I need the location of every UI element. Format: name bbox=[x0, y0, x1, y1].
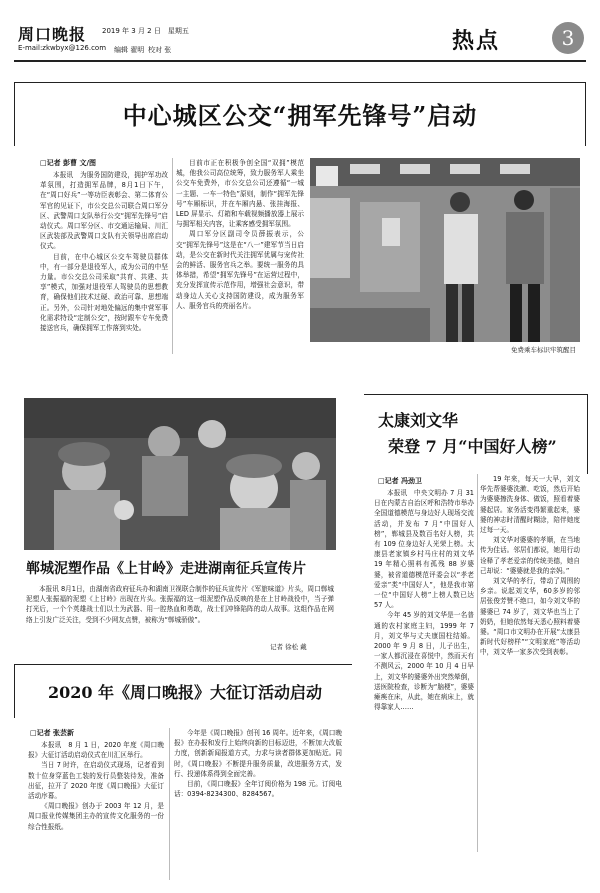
paragraph: 目前，在中心城区公交车驾驶员群体中，有一部分是退役军人，成为公司的中坚力量。市公交总公司采取“共育、共建、共享”模式，加强对退役军人驾驶员的思想教育，确保他们技术过硬、政治可靠、思想端正。另外，公司针对地处偏远的集中营军事化需求特设“定制公交”，按时跟车专车免费接送官兵，确保拥军工作落到实处。 bbox=[40, 252, 168, 333]
article4-byline: □记者 张芸新 bbox=[30, 729, 75, 737]
editor-credit: 编辑 翟明 bbox=[114, 46, 145, 54]
column-divider bbox=[169, 728, 170, 880]
paragraph: 目前，《周口晚报》全年订阅价格为 198 元。订阅电话：0394-8234300、8284567。 bbox=[174, 780, 342, 799]
paragraph: 本报讯 8月1日，由湖南省政府征兵办和湖南卫视联合制作的征兵宣传片《军旅味道》片头，周口郸城泥塑人张振福的泥塑《上甘岭》出现在片头。张振福的这一组泥塑作品反映的是在上甘岭战役中，当子弹打光后，一个个英雄战士们以土为武器、用一腔热血和勇敢，战士们冲锋陷阵的动人故事。这组作品在网络上引发广泛关注，受到不少网友点赞，被称为“郸城骄傲”。 bbox=[26, 585, 334, 624]
bus-interior-photo bbox=[310, 158, 580, 342]
column-divider bbox=[477, 474, 478, 852]
article2-body bbox=[26, 584, 334, 648]
email-address: E-mail:zkwbyx@126.com bbox=[18, 44, 107, 52]
article4-headline: 2020 年《周口晚报》大征订活动启动 bbox=[47, 683, 323, 702]
article3-column-2 bbox=[480, 474, 580, 852]
paragraph: 今年是《周口晚报》创刊 16 周年。近年来，《周口晚报》在办报和发行上始终向新的目标迈进，不断加大改版力度，创新新闻报道方式，力求与读者群体更加贴近。同时，《周口晚报》不断提升服务质量，改进服务方式，发行、投递体系得到全面完善。 bbox=[174, 729, 342, 778]
newspaper-logo: 周口晚报 bbox=[18, 25, 87, 44]
proofreader-credit: 校对 张 bbox=[148, 46, 172, 54]
paragraph: 本报讯 为服务国防建设，拥护军功改革氛围，打造拥军品牌，8月1日下午，在“周口好兵”一等功臣表彰会、第二体育公军官的见证下，市公交总公司联合周口军分区、武警周口支队举行公交“拥军先锋号”启动仪式。周口军分区、市交通运输局、川汇区武装部及武警周口支队有关领导出席启动仪式。 bbox=[40, 171, 168, 251]
article2-headline: 郸城泥塑作品《上甘岭》走进湖南征兵宣传片 bbox=[26, 561, 306, 577]
article1-byline: □记者 彭曹 文/图 bbox=[40, 159, 97, 167]
article3-headline-line2: 荣登 7 月“中国好人榜” bbox=[388, 437, 557, 456]
paragraph: 本报讯 8 月 1 日，2020 年度《周口晚报》大征订活动启动仪式在川汇区举行。 bbox=[28, 741, 164, 760]
article4-column-1 bbox=[28, 740, 164, 880]
paragraph: 刘文华的孝行，带动了周围的乡亲。说起刘文华，60多岁的邻居张俊芳赞不绝口，如今刘文华的婆婆已 74 岁了，刘文华也当上了奶奶，但她依然每天悉心照料着婆婆。“周口市文明办在开展“太康县新时代好榜样”“文明家庭”等活动中，刘文华一家多次受到表彰。 bbox=[480, 577, 580, 657]
header-rule bbox=[14, 60, 586, 62]
paragraph: 周口军分区副司令员薛振表示，公交“拥军先锋号”这是在“八一”建军节当日启动，是公交在新时代关注拥军优属与宠传社会的鲜活、服务官兵之举。要统一服务的具体举措，希望“拥军先锋号”在运营过程中，充分发挥宣传示范作用，增强社会意识，带动身边人关心支持国防建设，成为服务军人、服务官兵的亮丽名片。 bbox=[176, 230, 304, 310]
masthead bbox=[0, 0, 600, 64]
article1-column-1 bbox=[40, 170, 168, 352]
article3-byline: □记者 冯劲卫 bbox=[378, 477, 423, 485]
paragraph: 刘文华对婆婆的孝顺，在当地传为佳话。邻居们都说，她用行动诠释了孝老爱亲的传统美德，她自己却说：“婆婆就是我的亲妈。” bbox=[480, 536, 580, 575]
article1-headline: 中心城区公交“拥军先锋号”启动 bbox=[122, 101, 478, 130]
paragraph: 当日 7 时许，在启动仪式现场，记者看到数十位身穿蓝色工装的发行员整装待发，准备出征，拉开了 2020 年度《周口晚报》大征订活动序幕。 bbox=[28, 761, 164, 801]
article2-author: 记者 徐松 戴 bbox=[270, 643, 307, 651]
paragraph: 19 年来，每天一大早，刘文华先帮婆婆洗漱、吃饭，然后开始为婆婆擦洗身体、做饭，照看着婆婆起居。家务活变得繁重起来，婆婆的神志时清醒时糊涂，陪伴她度过每一天。 bbox=[480, 475, 580, 535]
article4-column-2 bbox=[174, 728, 342, 880]
paragraph: 今年 45 岁的刘文华是一名普通的农村家庭主妇，1999 年 7 月，刘文华与丈夫康国柱结婚。2000 年 9 月 8 日，儿子出生，一家人都沉浸在喜悦中，然而天有不测风云，2000 年 10 月 4 日早上，刘文华的婆婆外出突然晕倒，送医院检查，诊断为“脑梗”，婆婆瘫痪在床，从此，她在病床上，就得靠家人…… bbox=[374, 611, 474, 712]
paragraph: 《周口晚报》创办于 2003 年 12 月，是周口报业传媒集团主办的宣传文化服务的一份综合性报纸。 bbox=[28, 802, 164, 831]
page-number-badge: 3 bbox=[552, 22, 584, 54]
issue-date: 2019 年 3 月 2 日 星期五 bbox=[102, 27, 189, 35]
bus-photo-caption: 免费乘车标识牢筑醒目 bbox=[511, 346, 576, 354]
paragraph: 目前市正在积极争创全国“双拥”模范城，他我公司高位统筹，致力服务军人乘坐公交车免费外，市公交总公司还遵循“一城一主题、一车一特色”原则，制作“拥军先锋号”车厢标识，并在车厢内悬、张挂海报、LED 屏显示、灯箱和车载视频播放器上展示与拥军相关内容，让乘客感受拥军氛围。 bbox=[176, 159, 304, 229]
paragraph: 本报讯 中央文明办 7 月 31 日在内蒙古自治区呼和浩特市举办全国道德模范与身边好人现场交流活动，并发布 7 月“中国好人榜”，郸城县及数百名好人榜，共有 109 位身边好人光荣上榜。太康县老家镇乡村马庄村的刘文华 19 年精心照料有孤残 88 岁婆婆，被省道德模范评委会以“孝老爱亲”类“中国好人”，他是我市第一位“中国好人榜”上榜人数已达 57 人。 bbox=[374, 489, 474, 610]
section-title: 热点 bbox=[452, 28, 501, 54]
article3-column-1 bbox=[374, 488, 474, 852]
column-divider bbox=[172, 158, 173, 354]
clay-sculpture-photo bbox=[24, 398, 336, 550]
article1-column-2 bbox=[176, 158, 304, 354]
article3-headline-line1: 太康刘文华 bbox=[378, 411, 459, 430]
